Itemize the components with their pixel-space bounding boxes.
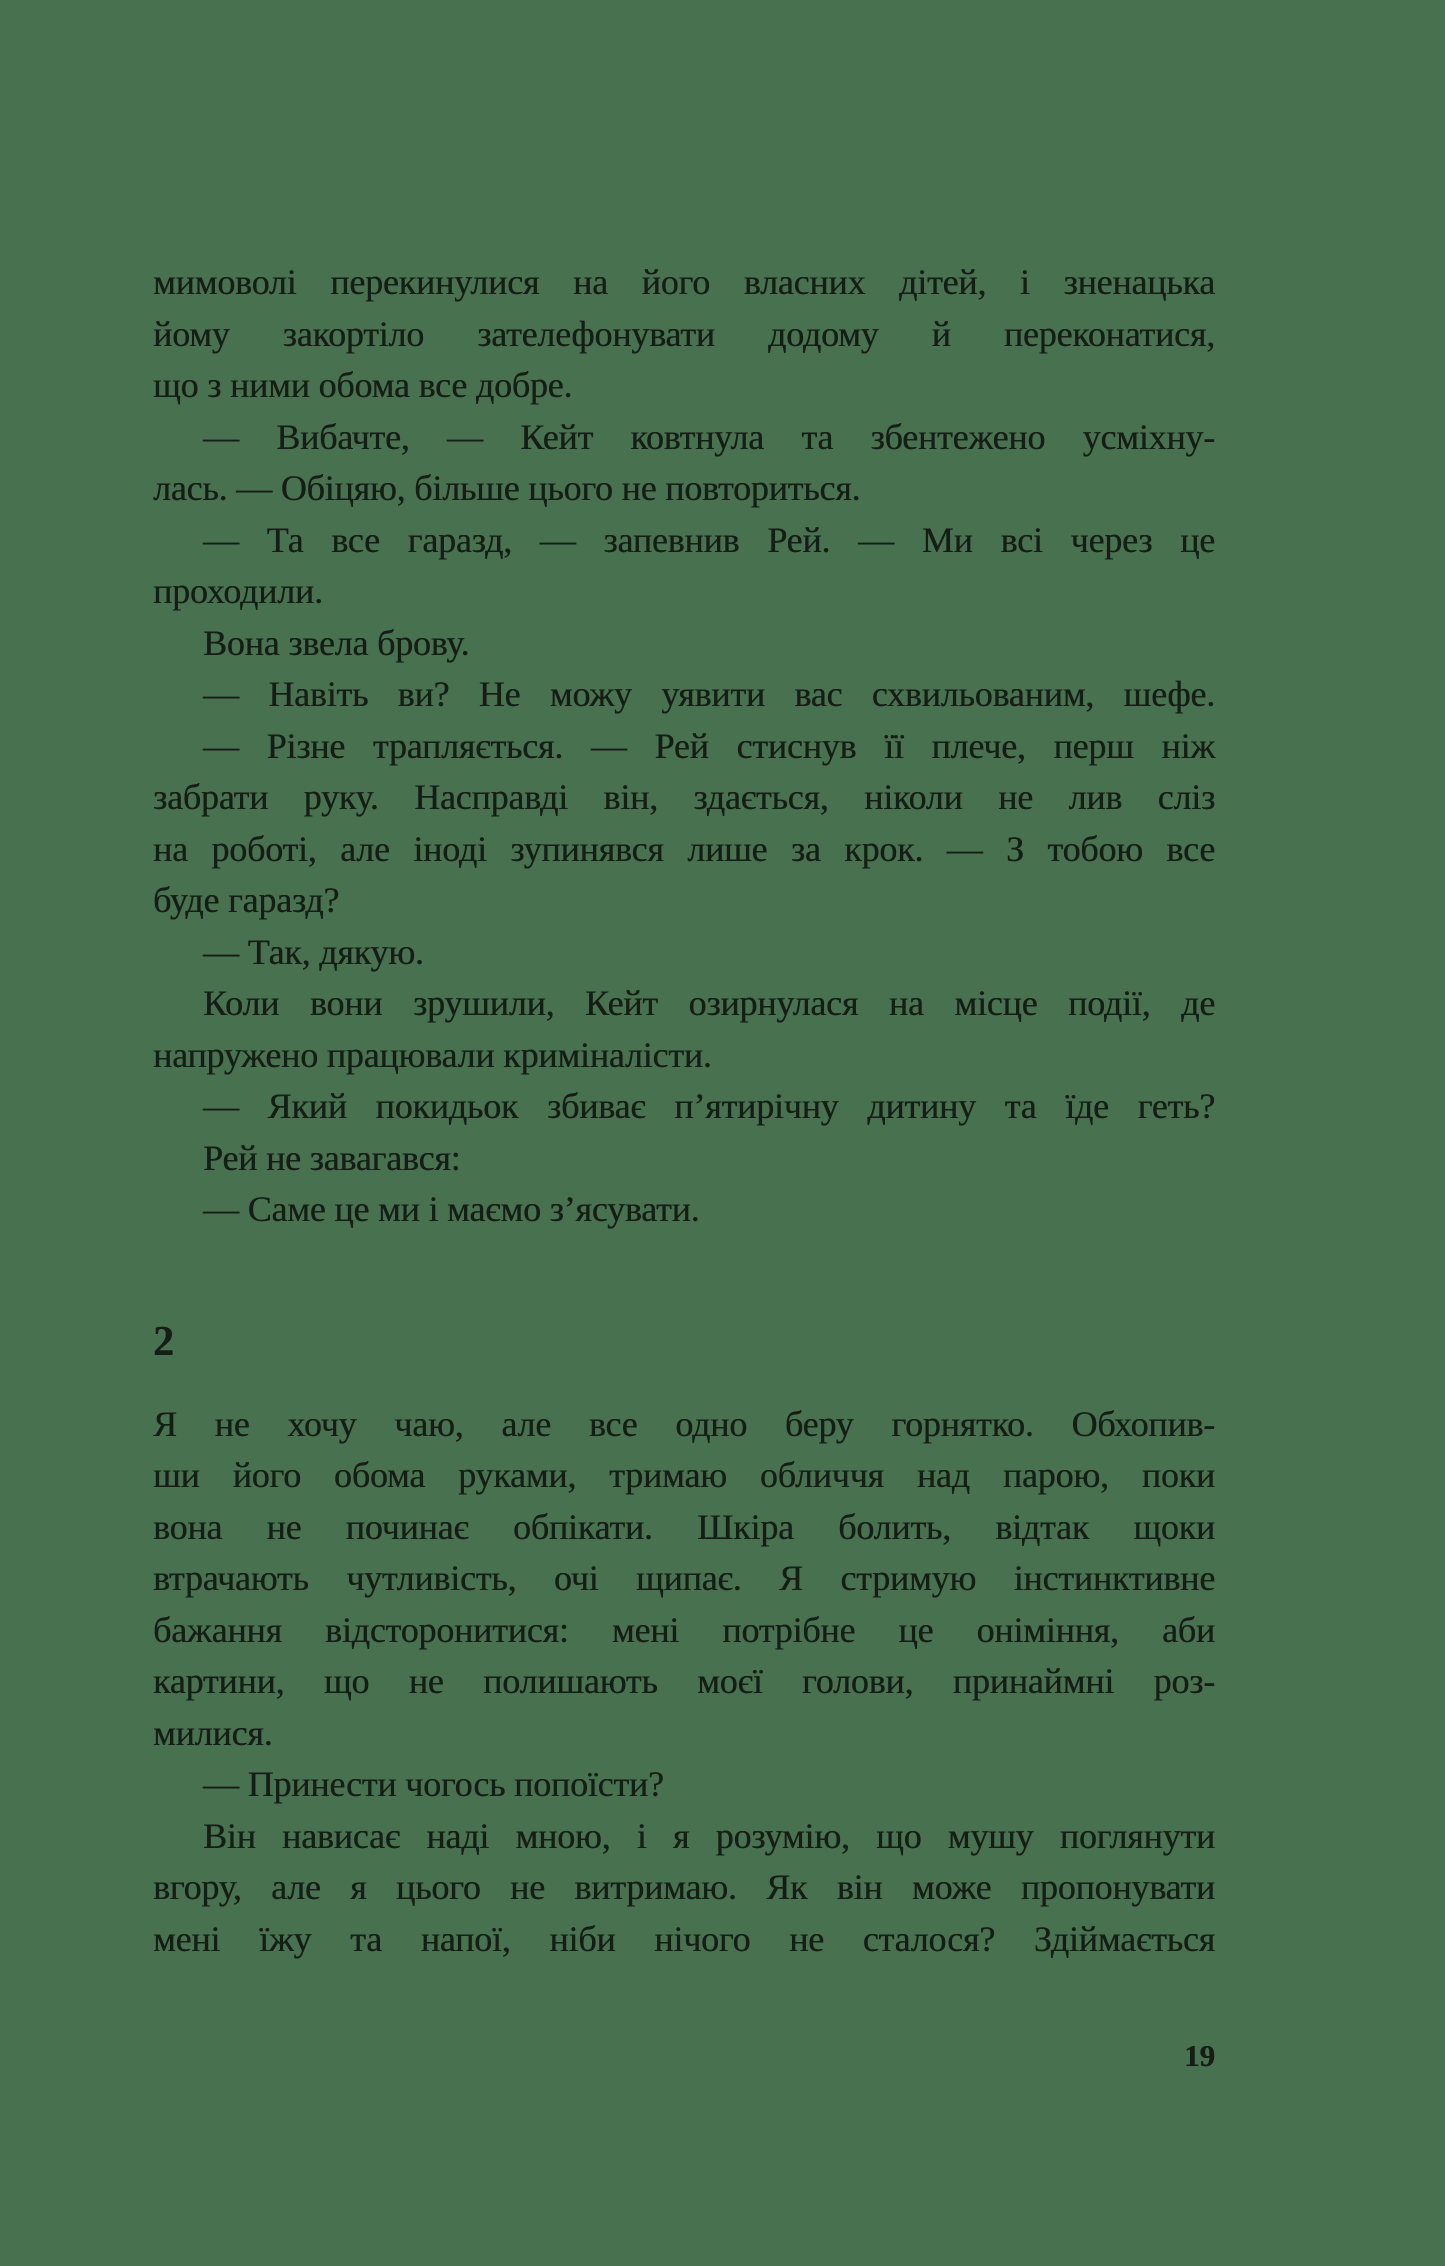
- text-line: — Різне трапляється. — Рей стиснув її плече, перш ніж: [203, 725, 1215, 766]
- text-line: втрачають чутливість, очі щипає. Я стримую інстинктивне: [153, 1558, 1215, 1598]
- text-line: — Навіть ви? Не можу уявити вас схвильованим, шефе.: [203, 674, 1215, 714]
- text-line: — Та все гаразд, — запевнив Рей. — Ми всі через це: [203, 519, 1215, 560]
- text-line: картини, що не полишають моєї голови, принаймні роз-: [153, 1661, 1215, 1701]
- text-line: — Принести чогось попоїсти?: [203, 1764, 664, 1804]
- text-line: мимоволі перекинулися на його власних дітей, і зненацька: [153, 262, 1215, 302]
- text-line: — Саме це ми і маємо з’ясувати.: [203, 1189, 700, 1229]
- text-line: буде гаразд?: [153, 880, 340, 920]
- text-line: забрати руку. Насправді він, здається, ніколи не лив сліз: [153, 777, 1215, 817]
- text-line: Він нависає наді мною, і я розумію, що мушу поглянути: [203, 1815, 1215, 1856]
- chapter-1-continuation-text: [153, 257, 1215, 1236]
- text-line: — Який покидьок збиває п’ятирічну дитину та їде геть?: [203, 1086, 1215, 1126]
- text-line: проходили.: [153, 571, 323, 611]
- text-line: йому закортіло зателефонувати додому й переконатися,: [153, 313, 1215, 354]
- text-line: на роботі, але іноді зупинявся лише за крок. — З тобою все: [153, 828, 1215, 869]
- text-line: — Вибачте, — Кейт ковтнула та збентежено усміхну-: [203, 416, 1215, 457]
- text-line: бажання відсторонитися: мені потрібне це оніміння, аби: [153, 1609, 1215, 1650]
- text-line: ши його обома руками, тримаю обличчя над парою, поки: [153, 1455, 1215, 1495]
- section-heading: 2: [153, 1318, 174, 1365]
- text-line: мені їжу та напої, ніби нічого не сталося? Здіймається: [153, 1918, 1215, 1959]
- text-line: вгору, але я цього не витримаю. Як він може пропонувати: [153, 1867, 1215, 1907]
- text-line: Я не хочу чаю, але все одно беру горнятко. Обхопив-: [153, 1403, 1215, 1444]
- text-block: [153, 257, 1215, 1965]
- text-line: Рей не завагався:: [203, 1137, 461, 1178]
- page-number: 19: [1184, 2038, 1215, 2073]
- text-line: що з ними обома все добре.: [153, 365, 573, 405]
- chapter-2-opening-text: [153, 1399, 1215, 1966]
- text-line: лась. — Обіцяю, більше цього не повториться.: [153, 468, 861, 508]
- text-line: напружено працювали криміналісти.: [153, 1034, 712, 1075]
- text-line: Коли вони зрушили, Кейт озирнулася на місце події, де: [203, 983, 1215, 1023]
- text-line: милися.: [153, 1712, 273, 1753]
- text-line: — Так, дякую.: [203, 931, 424, 972]
- text-line: Вона звела брову.: [203, 622, 470, 663]
- text-line: вона не починає обпікати. Шкіра болить, відтак щоки: [153, 1506, 1215, 1547]
